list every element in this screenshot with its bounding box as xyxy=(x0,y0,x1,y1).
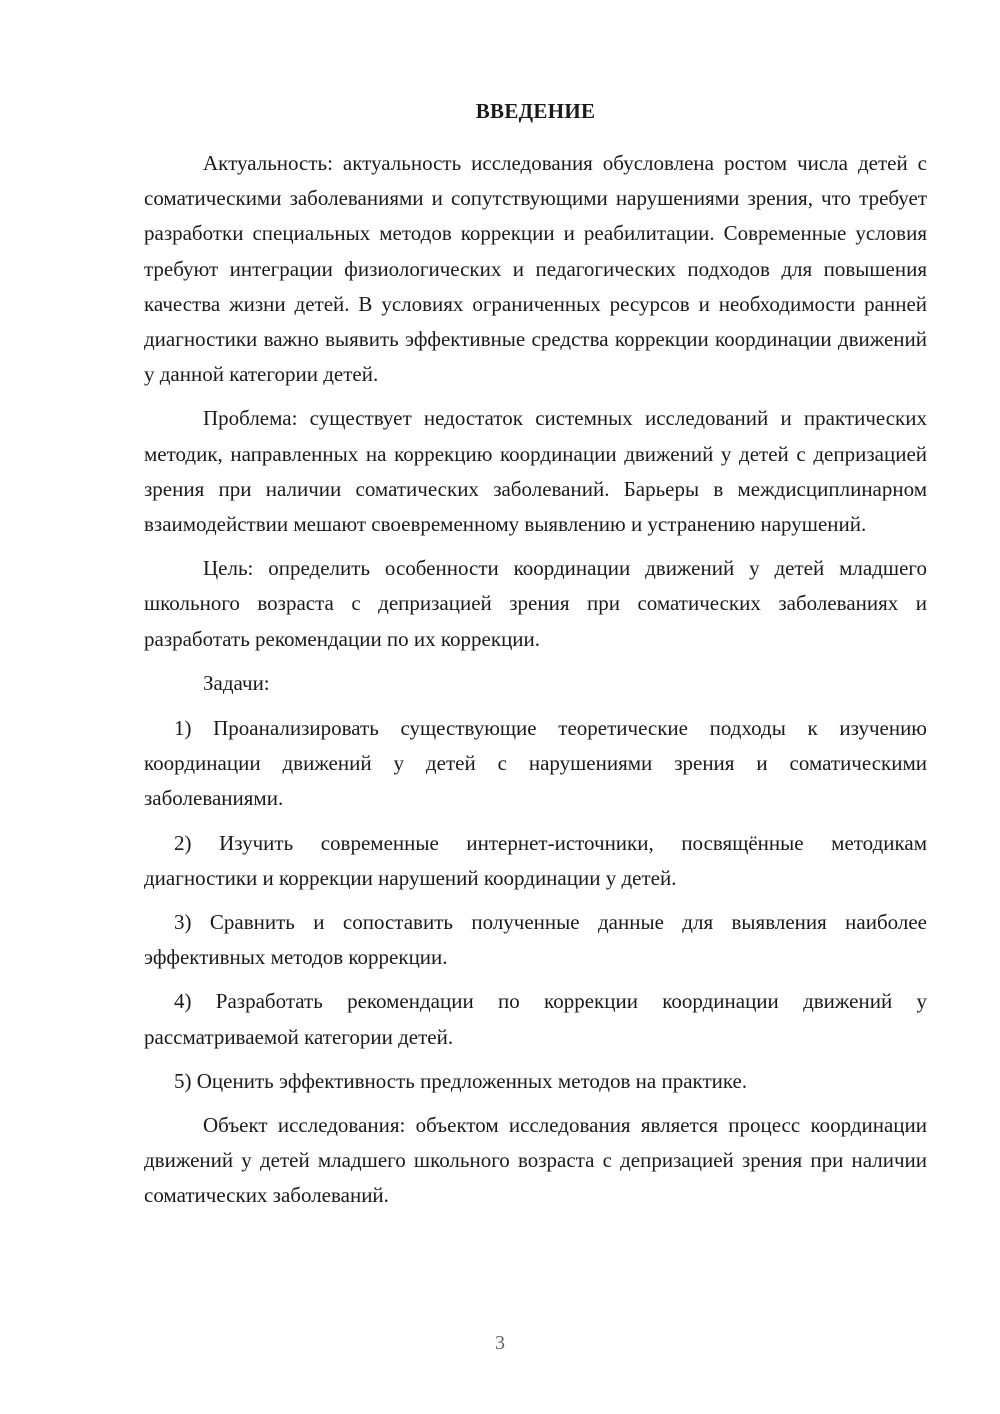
task-item: 3) Сравнить и сопоставить полученные данные для выявления наиболее эффективных методов коррекции. xyxy=(144,910,927,970)
object-paragraph: Объект исследования: объектом исследования является процесс координации движений у детей младшего школьного возраста с депризацией зрения при наличии соматических заболеваний. xyxy=(144,1113,927,1208)
task-item: 4) Разработать рекомендации по коррекции координации движений у рассматриваемой категории детей. xyxy=(144,989,927,1049)
page-title: ВВЕДЕНИЕ xyxy=(475,99,596,123)
page-number: 3 xyxy=(495,1332,505,1354)
task-item: 2) Изучить современные интернет-источники, посвящённые методикам диагностики и коррекции нарушений координации у детей. xyxy=(144,830,927,890)
tasks-heading: Задачи: xyxy=(203,670,270,695)
task-item: 5) Оценить эффективность предложенных методов на практике. xyxy=(174,1068,748,1093)
relevance-paragraph: Актуальность: актуальность исследования обусловлена ростом числа детей с соматическими заболеваниями и сопутствующими нарушениями зрения, что требует разработки специальных методов коррекции и реабилитации. Современные условия требуют интеграции физиологических и педагогических подходов для повышения качества жизни детей. В условиях ограниченных ресурсов и необходимости ранней диагностики важно выявить эффективные средства коррекции координации движений у данной категории детей. xyxy=(144,151,927,387)
document-page xyxy=(144,96,927,1223)
problem-paragraph: Проблема: существует недостаток системных исследований и практических методик, направленных на коррекцию координации движений у детей с депризацией зрения при наличии соматических заболеваний. Барьеры в междисциплинарном взаимодействии мешают своевременному выявлению и устранению нарушений. xyxy=(144,406,927,537)
tasks-list xyxy=(144,711,927,1099)
task-item: 1) Проанализировать существующие теоретические подходы к изучению координации движений у детей с нарушениями зрения и соматическими заболеваниями. xyxy=(144,716,927,811)
goal-paragraph: Цель: определить особенности координации движений у детей младшего школьного возраста с депризацией зрения при соматических заболеваниях и разработать рекомендации по их коррекции. xyxy=(144,556,927,651)
